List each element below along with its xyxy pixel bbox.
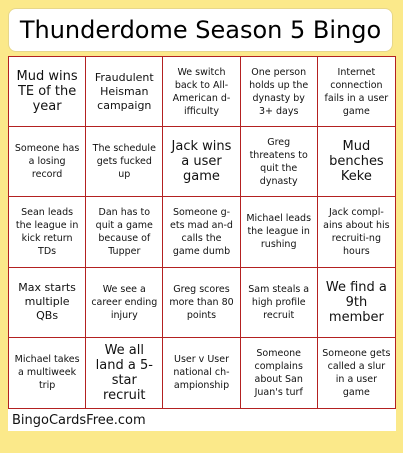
bingo-cell-text: Greg threatens to quit the dynasty: [249, 136, 308, 187]
bingo-cell-text: Mud wins TE of the year: [16, 69, 78, 115]
bingo-board: [8, 56, 396, 409]
bingo-cell: [163, 268, 240, 338]
bingo-cell: [241, 338, 318, 408]
bingo-cell: [163, 127, 240, 197]
bingo-cell-text: One person holds up the dynasty by 3+ days: [249, 66, 309, 117]
bingo-cell: [318, 127, 395, 197]
bingo-cell-text: Max starts multiple QBs: [18, 281, 76, 323]
bingo-cell: [241, 268, 318, 338]
bingo-cell-text: We all land a 5-star recruit: [95, 342, 153, 403]
bingo-cell-text: Someone has a losing record: [14, 143, 80, 181]
bingo-cell: [318, 338, 395, 408]
bingo-cell: [318, 268, 395, 338]
bingo-cell-text: Sean leads the league in kick return TDs: [15, 206, 79, 257]
bingo-cell-text: Sam steals a high profile recruit: [248, 283, 310, 321]
card-title: Thunderdome Season 5 Bingo: [19, 16, 382, 44]
bingo-cell: [241, 57, 318, 127]
bingo-cell: [9, 57, 86, 127]
bingo-cell-text: Mud benches Keke: [329, 139, 384, 185]
bingo-cell: [318, 197, 395, 267]
bingo-cell-text: Michael leads the league in rushing: [246, 213, 312, 251]
bingo-cell-text: Fraudulent Heisman campaign: [94, 70, 154, 112]
footer-box: [8, 409, 396, 431]
bingo-cell: [86, 127, 163, 197]
bingo-grid: [8, 56, 396, 409]
bingo-cell: [86, 268, 163, 338]
bingo-cell: [86, 197, 163, 267]
footer-credit: BingoCardsFree.com: [12, 412, 146, 428]
bingo-cell: [163, 338, 240, 408]
bingo-cell-text: We see a career ending injury: [91, 283, 158, 321]
bingo-cell: [318, 57, 395, 127]
bingo-cell-text: Internet connection fails in a user game: [324, 66, 389, 117]
bingo-cell-text: The schedule gets fucked up: [92, 143, 156, 181]
bingo-cell-text: Jack wins a user game: [171, 139, 232, 185]
bingo-cell: [241, 127, 318, 197]
bingo-cell: [86, 338, 163, 408]
bingo-cell: [163, 57, 240, 127]
bingo-cell: [163, 197, 240, 267]
bingo-cell-text: Someone gets called a slur in a user game: [322, 347, 391, 398]
bingo-cell: [9, 127, 86, 197]
bingo-cell-text: We switch back to All-American d-ifficulty: [172, 66, 231, 117]
bingo-cell-text: Someone g-ets mad an-d calls the game dumb: [170, 206, 233, 257]
bingo-cell-text: User v User national ch-ampionship: [173, 354, 230, 392]
title-box: [8, 8, 393, 52]
bingo-cell: [241, 197, 318, 267]
bingo-cell-text: We find a 9th member: [325, 279, 387, 325]
bingo-cell: [9, 197, 86, 267]
bingo-cell: [9, 338, 86, 408]
bingo-cell-text: Dan has to quit a game because of Tupper: [95, 206, 153, 257]
bingo-cell: [86, 57, 163, 127]
bingo-cell-text: Greg scores more than 80 points: [169, 283, 234, 321]
bingo-cell-text: Someone complains about San Juan's turf: [254, 347, 303, 398]
bingo-cell-text: Michael takes a multiweek trip: [14, 354, 80, 392]
bingo-cell-text: Jack compl-ains about his recruiti-ng hours: [323, 206, 390, 257]
bingo-cell: [9, 268, 86, 338]
